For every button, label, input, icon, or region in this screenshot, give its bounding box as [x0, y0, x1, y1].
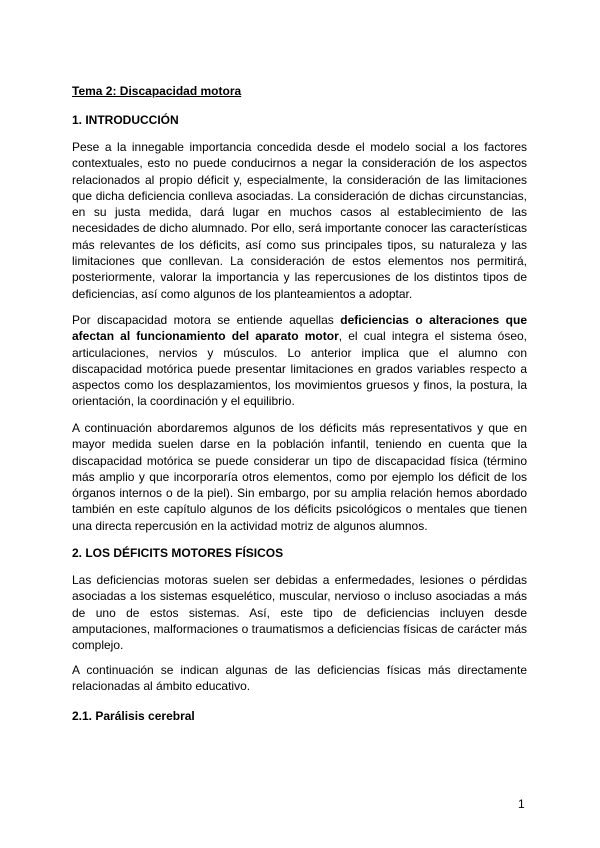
definition-bold-text: deficiencias o alteraciones que afectan al funcionamiento del aparato motor	[72, 313, 528, 344]
paragraph-deficits-overview: A continuación abordaremos algunos de los déficits más representativos y que en mayor medida suelen darse en la población infantil, teniendo en cuenta que la discapacidad motórica se puede considerar un tipo de discapacidad física (término más amplio y que incorporaría otros elementos, como por ejemplo los déficit de los órganos internos o de la piel). Sin embargo, por su amplia relación hemos abordado también en este capítulo algunos de los déficits psicológicos o mentales que tienen una directa repercusión en la actividad motriz de algunos alumnos.	[72, 421, 527, 533]
document-title: Tema 2: Discapacidad motora	[72, 84, 242, 98]
paragraph-intro: Pese a la innegable importancia concedida desde el modelo social a los factores contextuales, esto no puede conducirnos a negar la consideración de los aspectos relacionados al propio déficit y, especialmente, la consideración de las limitaciones que dicha deficiencia conlleva asociadas. La consideración de dichas circunstancias, en su justa medida, dará lugar en muchos casos al establecimiento de las necesidades de dicho alumnado. Por ello, será importante conocer las características más relevantes de los déficits, así como sus principales tipos, su naturaleza y las limitaciones que conllevan. La consideración de estos elementos nos permitirá, posteriormente, valorar la importancia y las repercusiones de los distintos tipos de deficiencias, así como algunos de los planteamientos a adoptar.	[72, 140, 527, 301]
section-heading-introduccion: 1. INTRODUCCIÓN	[72, 113, 179, 127]
section-heading-paralisis: 2.1. Parálisis cerebral	[72, 709, 195, 723]
definition-text-start: Por discapacidad motora se entiende aquellas	[72, 313, 341, 327]
paragraph-physical-deficiencies: A continuación se indican algunas de las deficiencias físicas más directamente relacionadas al ámbito educativo.	[72, 663, 527, 694]
paragraph-definition	[72, 312, 527, 410]
definition-text-end: , el cual integra el sistema óseo, articulaciones, nervios y músculos. Lo anterior implica que el alumno con discapacidad motórica puede presentar limitaciones en grados variables respecto a aspectos como los desplazamientos, los movimientos gruesos y finos, la postura, la orientación, la coordinación y el equilibrio.	[72, 329, 528, 409]
section-heading-deficits: 2. LOS DÉFICITS MOTORES FÍSICOS	[72, 546, 284, 560]
document-page	[72, 0, 527, 848]
page-number: 1	[518, 797, 525, 811]
paragraph-motor-deficiencies: Las deficiencias motoras suelen ser debidas a enfermedades, lesiones o pérdidas asociadas a los sistemas esquelético, muscular, nervioso o incluso asociadas a más de uno de estos sistemas. Así, este tipo de deficiencias incluyen desde amputaciones, malformaciones o traumatismos a deficiencias físicas de carácter más complejo.	[72, 573, 527, 653]
